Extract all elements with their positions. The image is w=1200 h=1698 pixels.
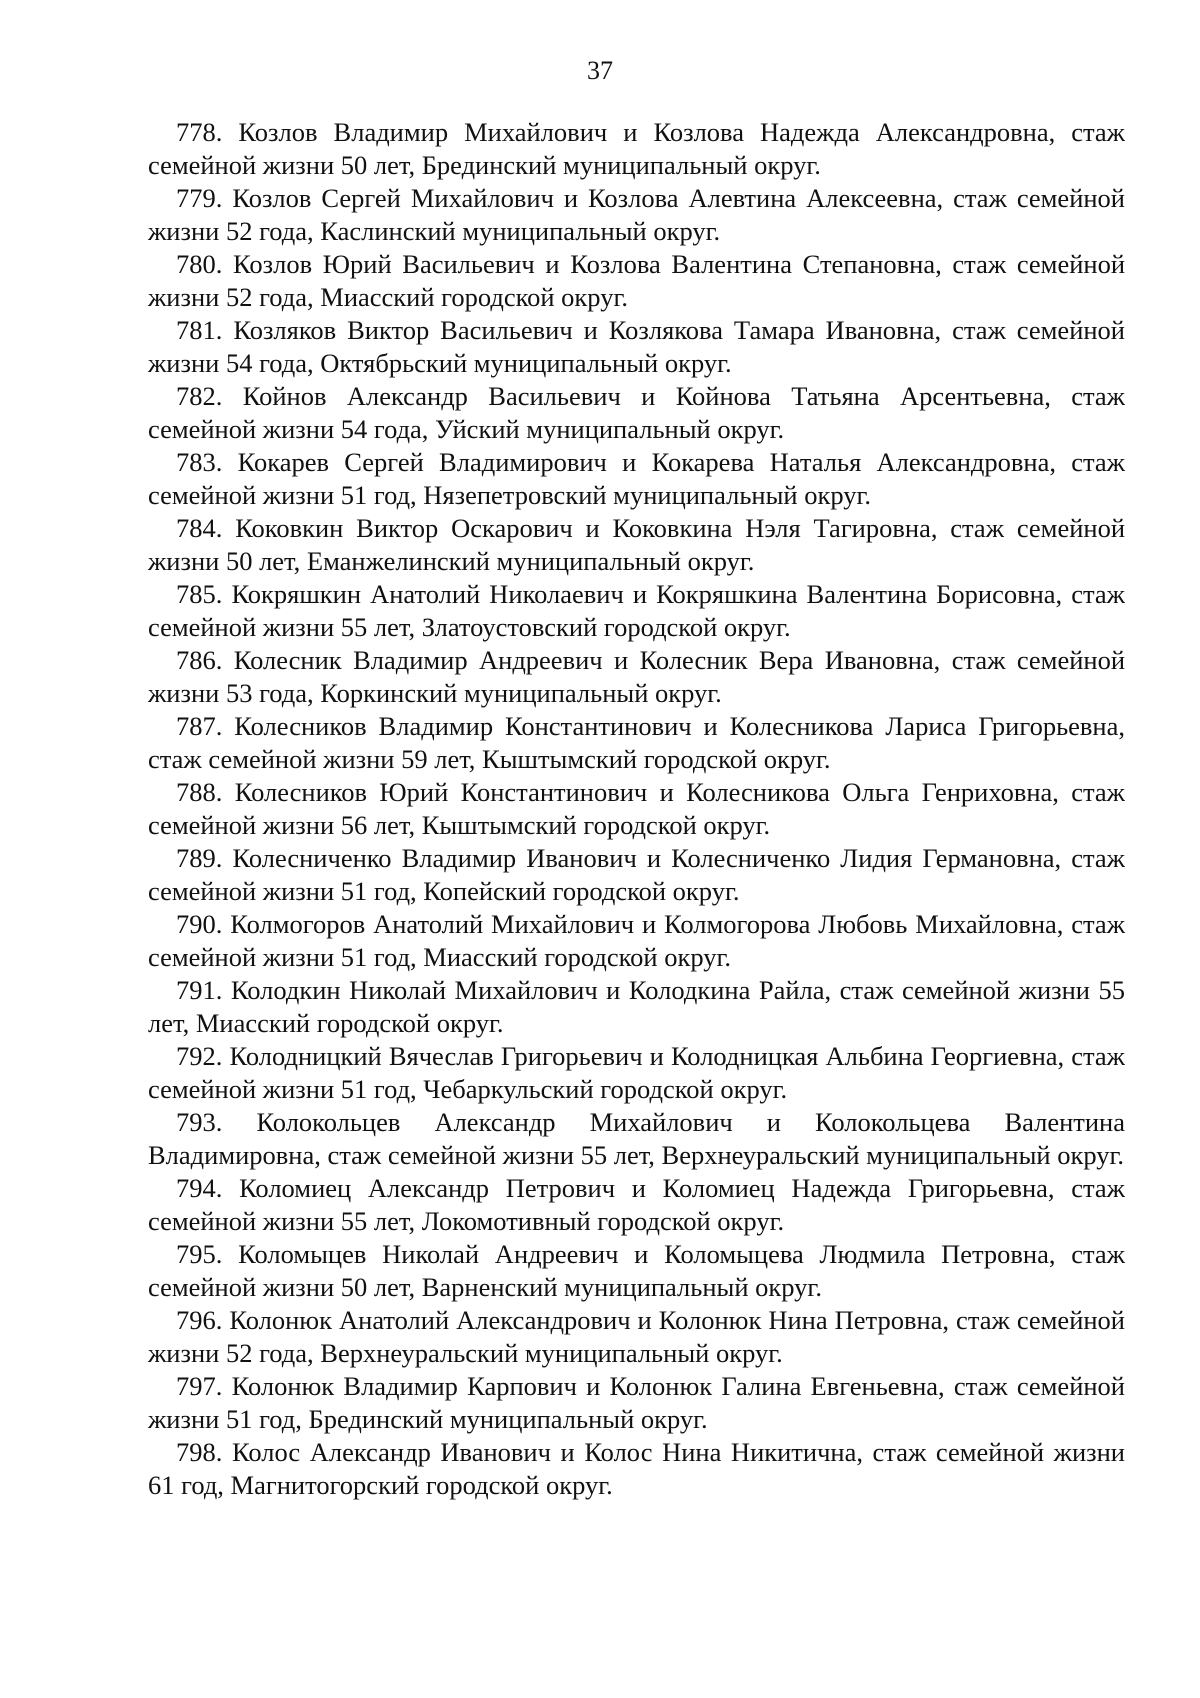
list-item: 787. Колесников Владимир Константинович и Колесникова Лариса Григорьевна, стаж семейной жизни 59 лет, Кыштымский городской округ. (148, 711, 1125, 774)
list-item: 792. Колодницкий Вячеслав Григорьевич и Колодницкая Альбина Георгиевна, стаж семейной жизни 51 год, Чебаркульский городской округ. (148, 1041, 1125, 1104)
list-item: 797. Колонюк Владимир Карпович и Колонюк Галина Евгеньевна, стаж семейной жизни 51 год, Брединский муниципальный округ. (148, 1371, 1125, 1434)
list-item: 779. Козлов Сергей Михайлович и Козлова Алевтина Алексеевна, стаж семейной жизни 52 года, Каслинский муниципальный округ. (148, 183, 1125, 246)
list-item: 789. Колесниченко Владимир Иванович и Колесниченко Лидия Германовна, стаж семейной жизни 51 год, Копейский городской округ. (148, 843, 1125, 906)
list-item: 791. Колодкин Николай Михайлович и Колодкина Райла, стаж семейной жизни 55 лет, Миасский городской округ. (148, 975, 1125, 1038)
list-item: 790. Колмогоров Анатолий Михайлович и Колмогорова Любовь Михайловна, стаж семейной жизни 51 год, Миасский городской округ. (148, 909, 1125, 972)
list-item: 780. Козлов Юрий Васильевич и Козлова Валентина Степановна, стаж семейной жизни 52 года, Миасский городской округ. (148, 249, 1125, 312)
list-item: 796. Колонюк Анатолий Александрович и Колонюк Нина Петровна, стаж семейной жизни 52 года, Верхнеуральский муниципальный округ. (148, 1305, 1125, 1368)
list-item: 794. Коломиец Александр Петрович и Коломиец Надежда Григорьевна, стаж семейной жизни 55 лет, Локомотивный городской округ. (148, 1173, 1125, 1236)
list-item: 782. Койнов Александр Васильевич и Койнова Татьяна Арсентьевна, стаж семейной жизни 54 года, Уйский муниципальный округ. (148, 381, 1125, 444)
list-item: 783. Кокарев Сергей Владимирович и Кокарева Наталья Александровна, стаж семейной жизни 51 год, Нязепетровский муниципальный округ. (148, 447, 1125, 510)
list-item: 795. Коломыцев Николай Андреевич и Коломыцева Людмила Петровна, стаж семейной жизни 50 лет, Варненский муниципальный округ. (148, 1239, 1125, 1302)
list-item: 778. Козлов Владимир Михайлович и Козлова Надежда Александровна, стаж семейной жизни 50 лет, Брединский муниципальный округ. (148, 117, 1125, 180)
page-number: 37 (587, 56, 613, 85)
list-item: 798. Колос Александр Иванович и Колос Нина Никитична, стаж семейной жизни 61 год, Магнитогорский городской округ. (148, 1437, 1125, 1500)
list-item: 793. Колокольцев Александр Михайлович и Колокольцева Валентина Владимировна, стаж семейной жизни 55 лет, Верхнеуральский муниципальный округ. (148, 1107, 1125, 1170)
list-item: 786. Колесник Владимир Андреевич и Колесник Вера Ивановна, стаж семейной жизни 53 года, Коркинский муниципальный округ. (148, 645, 1125, 708)
list-item: 784. Коковкин Виктор Оскарович и Коковкина Нэля Тагировна, стаж семейной жизни 50 лет, Еманжелинский муниципальный округ. (148, 513, 1125, 576)
list-item: 785. Кокряшкин Анатолий Николаевич и Кокряшкина Валентина Борисовна, стаж семейной жизни 55 лет, Златоустовский городской округ. (148, 579, 1125, 642)
list-item: 788. Колесников Юрий Константинович и Колесникова Ольга Генриховна, стаж семейной жизни 56 лет, Кыштымский городской округ. (148, 777, 1125, 840)
entries-list (148, 116, 1125, 1502)
list-item: 781. Козляков Виктор Васильевич и Козлякова Тамара Ивановна, стаж семейной жизни 54 года, Октябрьский муниципальный округ. (148, 315, 1125, 378)
